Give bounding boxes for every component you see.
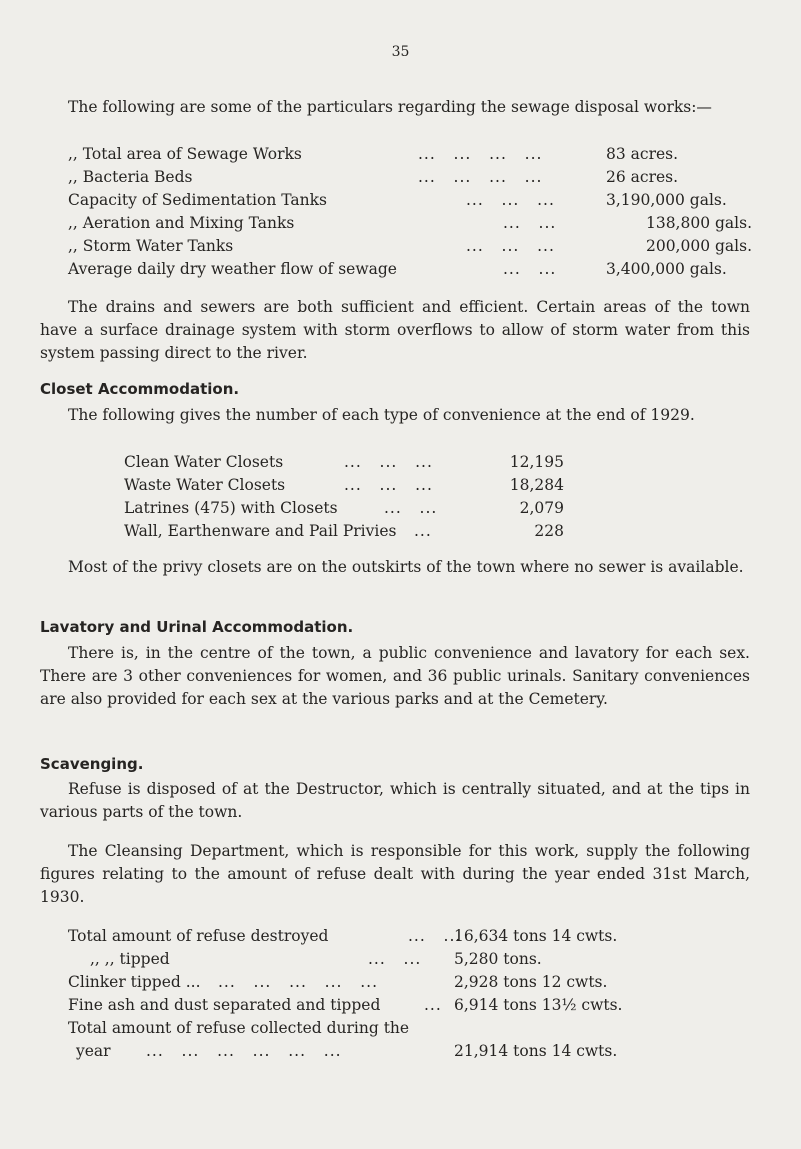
page-number: 35 — [391, 44, 410, 60]
refuse-label: year — [76, 1042, 111, 1060]
closet-label: Waste Water Closets — [124, 476, 286, 494]
closet-value: 2,079 — [519, 499, 564, 517]
sewage-row: ,, Aeration and Mixing Tanks ... ... 138,800 gals. — [68, 212, 748, 235]
lavatory-text: There is, in the centre of the town, a public convenience and lavatory for each sex. There are 3 other conveniences for women, and 36 public urinals. Sanitary conveniences are also provided for each sex at the various parks and at the Cemetery. — [40, 644, 750, 708]
refuse-value: 2,928 tons 12 cwts. — [454, 973, 608, 991]
sewage-row: Capacity of Sedimentation Tanks ... ... ... 3,190,000 gals. — [68, 189, 748, 212]
closet-note: Most of the privy closets are on the outskirts of the town where no sewer is available. — [68, 558, 744, 576]
drains-paragraph: The drains and sewers are both sufficient and efficient. Certain areas of the town have a surface drainage system with storm overflows to allow of storm water from this system passing direct to the river. — [40, 298, 750, 362]
refuse-label: ,, ,, tipped — [90, 950, 170, 968]
scavenging-text-2: The Cleansing Department, which is responsible for this work, supply the following figures relating to the amount of refuse dealt with during the year ended 31st March, 1930. — [40, 842, 750, 906]
closet-value: 12,195 — [509, 453, 564, 471]
sewage-value: 138,800 gals. — [645, 214, 752, 232]
closet-value: 18,284 — [509, 476, 564, 494]
refuse-value: 16,634 tons 14 cwts. — [454, 927, 618, 945]
refuse-value: 6,914 tons 13½ cwts. — [454, 996, 623, 1014]
sewage-label: ,, Aeration and Mixing Tanks — [68, 214, 295, 232]
sewage-label: ,, Storm Water Tanks — [68, 237, 234, 255]
refuse-row: ,, ,, tipped ... ... 5,280 tons. — [68, 948, 758, 971]
closet-row: Clean Water Closets ... ... ... 12,195 — [124, 451, 584, 474]
sewage-label: Average daily dry weather flow of sewage — [68, 260, 397, 278]
scavenging-heading: Scavenging. — [40, 755, 144, 773]
sewage-value: 200,000 gals. — [645, 237, 752, 255]
closet-heading: Closet Accommodation. — [40, 380, 240, 398]
refuse-label: Total amount of refuse collected during the — [68, 1019, 410, 1037]
refuse-value: 5,280 tons. — [454, 950, 542, 968]
closet-intro: The following gives the number of each type of convenience at the end of 1929. — [68, 406, 695, 424]
refuse-row: Fine ash and dust separated and tipped ... 6,914 tons 13½ cwts. — [68, 994, 758, 1017]
sewage-row: ,, Total area of Sewage Works ... ... ... ... 83 acres. — [68, 143, 748, 166]
sewage-value: 83 acres. — [606, 145, 679, 163]
refuse-row: Total amount of refuse destroyed ... ... 16,634 tons 14 cwts. — [68, 925, 758, 948]
sewage-row: Average daily dry weather flow of sewage ... ... 3,400,000 gals. — [68, 258, 748, 281]
closet-value: 228 — [534, 522, 564, 540]
closet-label: Clean Water Closets — [124, 453, 284, 471]
sewage-value: 3,190,000 gals. — [606, 191, 727, 209]
refuse-value: 21,914 tons 14 cwts. — [454, 1042, 618, 1060]
refuse-label: Clinker tipped ... — [68, 973, 201, 991]
sewage-row: ,, Storm Water Tanks ... ... ... 200,000 gals. — [68, 235, 748, 258]
refuse-row — [68, 1017, 758, 1040]
refuse-row: Clinker tipped ... ... ... ... ... ... 2,928 tons 12 cwts. — [68, 971, 758, 994]
refuse-label: Total amount of refuse destroyed — [68, 927, 329, 945]
refuse-row: year ... ... ... ... ... ... 21,914 tons 14 cwts. — [68, 1040, 758, 1063]
lavatory-heading: Lavatory and Urinal Accommodation. — [40, 618, 354, 636]
closet-row: Wall, Earthenware and Pail Privies ... 228 — [124, 520, 584, 543]
sewage-intro: The following are some of the particulars regarding the sewage disposal works:— — [68, 98, 712, 116]
sewage-row: ,, Bacteria Beds ... ... ... ... 26 acres. — [68, 166, 748, 189]
sewage-label: ,, Bacteria Beds — [68, 168, 193, 186]
closet-label: Latrines (475) with Closets — [124, 499, 338, 517]
scavenging-text-1: Refuse is disposed of at the Destructor, which is centrally situated, and at the tips in various parts of the town. — [40, 780, 750, 821]
closet-row: Latrines (475) with Closets ... ... 2,079 — [124, 497, 584, 520]
sewage-value: 3,400,000 gals. — [606, 260, 727, 278]
sewage-label: Capacity of Sedimentation Tanks — [68, 191, 327, 209]
sewage-label: ,, Total area of Sewage Works — [68, 145, 302, 163]
sewage-value: 26 acres. — [606, 168, 679, 186]
closet-label: Wall, Earthenware and Pail Privies — [124, 522, 397, 540]
refuse-label: Fine ash and dust separated and tipped — [68, 996, 381, 1014]
closet-row: Waste Water Closets ... ... ... 18,284 — [124, 474, 584, 497]
